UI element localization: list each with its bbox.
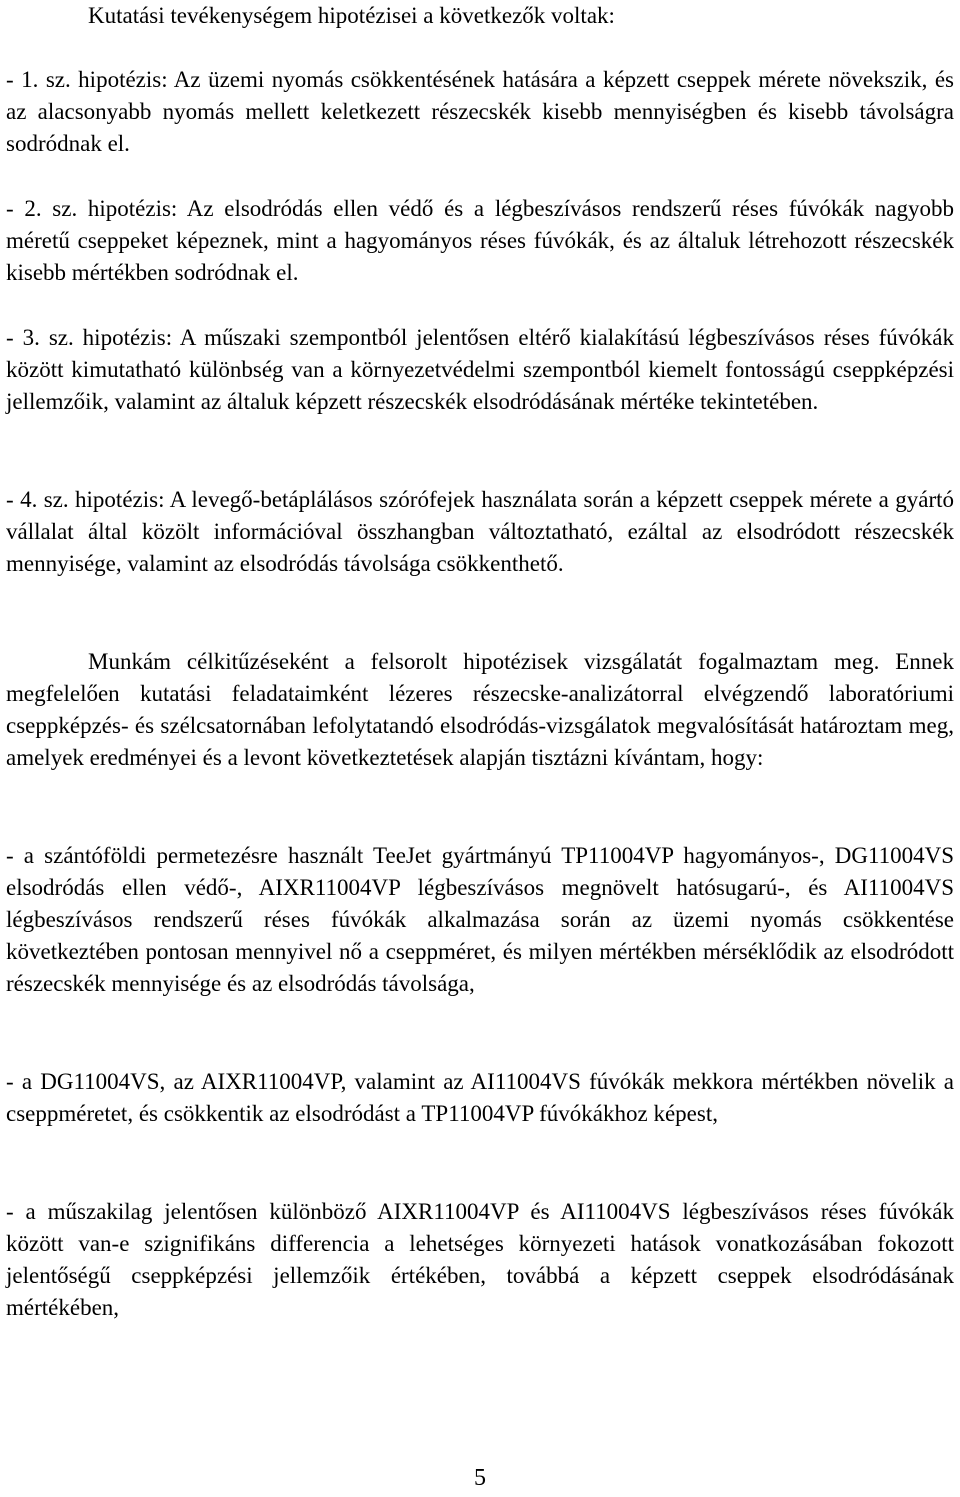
hypothesis-3: - 3. sz. hipotézis: A műszaki szempontból jelentősen eltérő kialakítású légbeszívásos réses fúvókák között kimutatható különbség van a környezetvédelmi szempontból kiemelt fontosságú cseppképzési jellemzőik, valamint az általuk képzett részecskék elsodródásának mértéke tekintetében. — [6, 325, 954, 414]
question-3: - a műszakilag jelentősen különböző AIXR11004VP és AI11004VS légbeszívásos réses fúvókák között van-e szignifikáns differencia a lehetséges környezeti hatások vonatkozásában fokozott jelentőségű cseppképzési jellemzőik értékében, továbbá a képzett cseppek elsodródásának mértékében, — [6, 1199, 954, 1320]
hypothesis-1: - 1. sz. hipotézis: Az üzemi nyomás csökkentésének hatására a képzett cseppek mérete növekszik, és az alacsonyabb nyomás mellett keletkezett részecskék kisebb mennyiségben és kisebb távolságra sodródnak el. — [6, 67, 954, 156]
hypothesis-2: - 2. sz. hipotézis: Az elsodródás ellen védő és a légbeszívásos rendszerű réses fúvókák nagyobb méretű cseppeket képeznek, mint a hagyományos réses fúvókák, és az általuk létrehozott részecskék kisebb mértékben sodródnak el. — [6, 196, 954, 285]
question-1: - a szántóföldi permetezésre használt TeeJet gyártmányú TP11004VP hagyományos-, DG11004VS elsodródás ellen védő-, AIXR11004VP légbeszívásos megnövelt hatósugarú-, és AI11004VS légbeszívásos rendszerű réses fúvókák alkalmazása során az üzemi nyomás csökkentése következtében pontosan mennyivel nő a cseppméret, és milyen mértékben mérséklődik az elsodródott részecskék mennyisége és az elsodródás távolsága, — [6, 843, 954, 996]
question-2: - a DG11004VS, az AIXR11004VP, valamint az AI11004VS fúvókák mekkora mértékben növelik a cseppméretet, és csökkentik az elsodródást a TP11004VP fúvókákhoz képest, — [6, 1069, 954, 1126]
hypothesis-4: - 4. sz. hipotézis: A levegő-betáplálásos szórófejek használata során a képzett cseppek mérete a gyártó vállalat által közölt információval összhangban változtatható, ezáltal az elsodródott részecskék mennyisége, valamint az elsodródás távolsága csökkenthető. — [6, 487, 954, 576]
page-number: 5 — [474, 1465, 486, 1491]
objectives-paragraph: Munkám célkitűzéseként a felsorolt hipotézisek vizsgálatát fogalmaztam meg. Ennek megfelelően kutatási feladataimként lézeres részecske-analizátorral elvégzendő laboratóriumi cseppképzés- és szélcsatornában lefolytatandó elsodródás-vizsgálatok megvalósítását határoztam meg, amelyek eredményei és a levont következtetések alapján tisztázni kívántam, hogy: — [6, 649, 954, 770]
intro-line: Kutatási tevékenységem hipotézisei a következők voltak: — [88, 3, 615, 28]
